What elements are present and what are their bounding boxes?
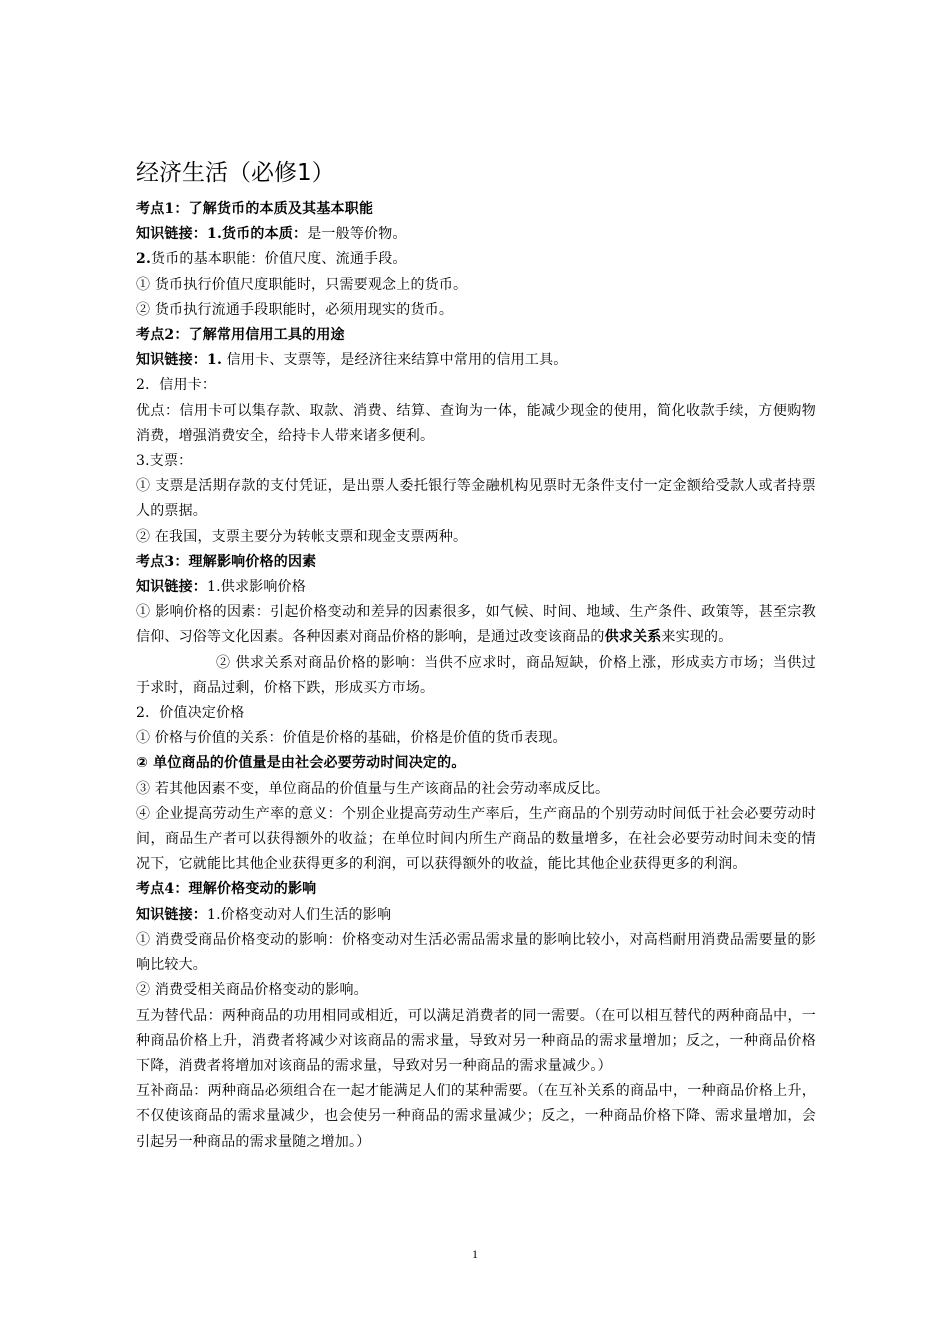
paragraph-text: ① 影响价格的因素：引起价格变动和差异的因素很多，如气候、时间、地域、生产条件、政策等，甚至宗教信仰、习俗等文化因素。各种因素对商品价格的影响，是通过改变该商品的 [136, 604, 816, 646]
paragraph: 2．信用卡： [136, 377, 217, 394]
paragraph: 3.支票： [136, 453, 193, 470]
paragraph [136, 222, 816, 247]
paragraph: ① 支票是活期存款的支付凭证，是出票人委托银行等金融机构见票时无条件支付一定金额给受款人或者持票人的票据。 [136, 478, 816, 520]
paragraph: ① 价格与价值的关系：价值是价格的基础，价格是价值的货币表现。 [136, 730, 567, 747]
paragraph [136, 575, 816, 600]
section-heading-3: 考点3：理解影响价格的因素 [136, 553, 317, 570]
knowledge-link-label: 知识链接： [136, 579, 207, 596]
paragraph: ② 在我国，支票主要分为转帐支票和现金支票两种。 [136, 528, 468, 545]
paragraph: ② 消费受相关商品价格变动的影响。 [136, 982, 368, 999]
paragraph: ③ 若其他因素不变，单位商品的价值量与生产该商品的社会劳动率成反比。 [136, 780, 610, 797]
paragraph: 互补商品：两种商品必须组合在一起才能满足人们的某种需要。（在互补关系的商品中，一种商品价格上升，不仅使该商品的需求量减少，也会使另一种商品的需求量减少；反之，一种商品价格下降、需求量增加，会引起另一种商品的需求量随之增加。） [136, 1083, 816, 1150]
paragraph [136, 348, 816, 373]
knowledge-link-label: 知识链接：1.货币的本质： [136, 226, 308, 243]
section-heading-2: 考点2：了解常用信用工具的用途 [136, 327, 345, 344]
paragraph: ① 消费受商品价格变动的影响：价格变动对生活必需品需求量的影响比较小，对高档耐用消费品需要量的影响比较大。 [136, 931, 816, 974]
paragraph-bold: ② 单位商品的价值量是由社会必要劳动时间决定的。 [136, 755, 466, 772]
paragraph: ① 货币执行价值尺度职能时，只需要观念上的货币。 [136, 276, 468, 293]
page-number: 1 [472, 1247, 478, 1261]
paragraph-text: 来实现的。 [661, 629, 733, 646]
paragraph: ② 供求关系对商品价格的影响：当供不应求时，商品短缺，价格上涨，形成卖方市场；当供过于求时，商品过剩，价格下跌，形成买方市场。 [136, 654, 816, 696]
emphasis-text: 供求关系 [604, 629, 662, 646]
paragraph-text: 1.价格变动对人们生活的影响 [207, 906, 392, 923]
paragraph [136, 600, 816, 650]
item-number: 2. [136, 251, 152, 268]
paragraph-text: 货币的基本职能：价值尺度、流通手段。 [151, 251, 407, 268]
document-title: 经济生活（必修1） [136, 160, 335, 186]
paragraph: 互为替代品：两种商品的功用相同或相近，可以满足消费者的同一需要。（在可以相互替代的两种商品中，一种商品价格上升，消费者将减少对该商品的需求量，导致对另一种商品的需求量增加；反之，一种商品价格下降，消费者将增加对该商品的需求量，导致对另一种商品的需求量减少。） [136, 1007, 816, 1074]
paragraph: 2．价值决定价格 [136, 705, 245, 722]
paragraph-text: 是一般等价物。 [307, 226, 407, 243]
paragraph: ④ 企业提高劳动生产率的意义：个别企业提高劳动生产率后，生产商品的个别劳动时间低于社会必要劳动时间，商品生产者可以获得额外的收益；在单位时间内所生产商品的数量增多，在社会必要劳动时间未变的情况下，它就能比其他企业获得更多的利润，可以获得额外的收益，能比其他企业获得更多的利润。 [136, 805, 816, 873]
knowledge-link-label: 知识链接： [136, 906, 207, 923]
paragraph [136, 903, 816, 928]
document-body [136, 153, 816, 1155]
paragraph-text: 1.供求影响价格 [207, 579, 306, 596]
section-heading-4: 考点4：理解价格变动的影响 [136, 881, 317, 898]
section-heading-1: 考点1：了解货币的本质及其基本职能 [136, 201, 374, 217]
paragraph: 优点：信用卡可以集存款、取款、消费、结算、查询为一体，能减少现金的使用，简化收款手续，方便购物消费，增强消费安全，给持卡人带来诸多便利。 [136, 402, 816, 444]
knowledge-link-label: 知识链接：1. [136, 352, 223, 369]
paragraph-text: 信用卡、支票等，是经济往来结算中常用的信用工具。 [222, 352, 568, 369]
paragraph: ② 货币执行流通手段职能时，必须用现实的货币。 [136, 301, 454, 318]
paragraph [136, 247, 816, 272]
